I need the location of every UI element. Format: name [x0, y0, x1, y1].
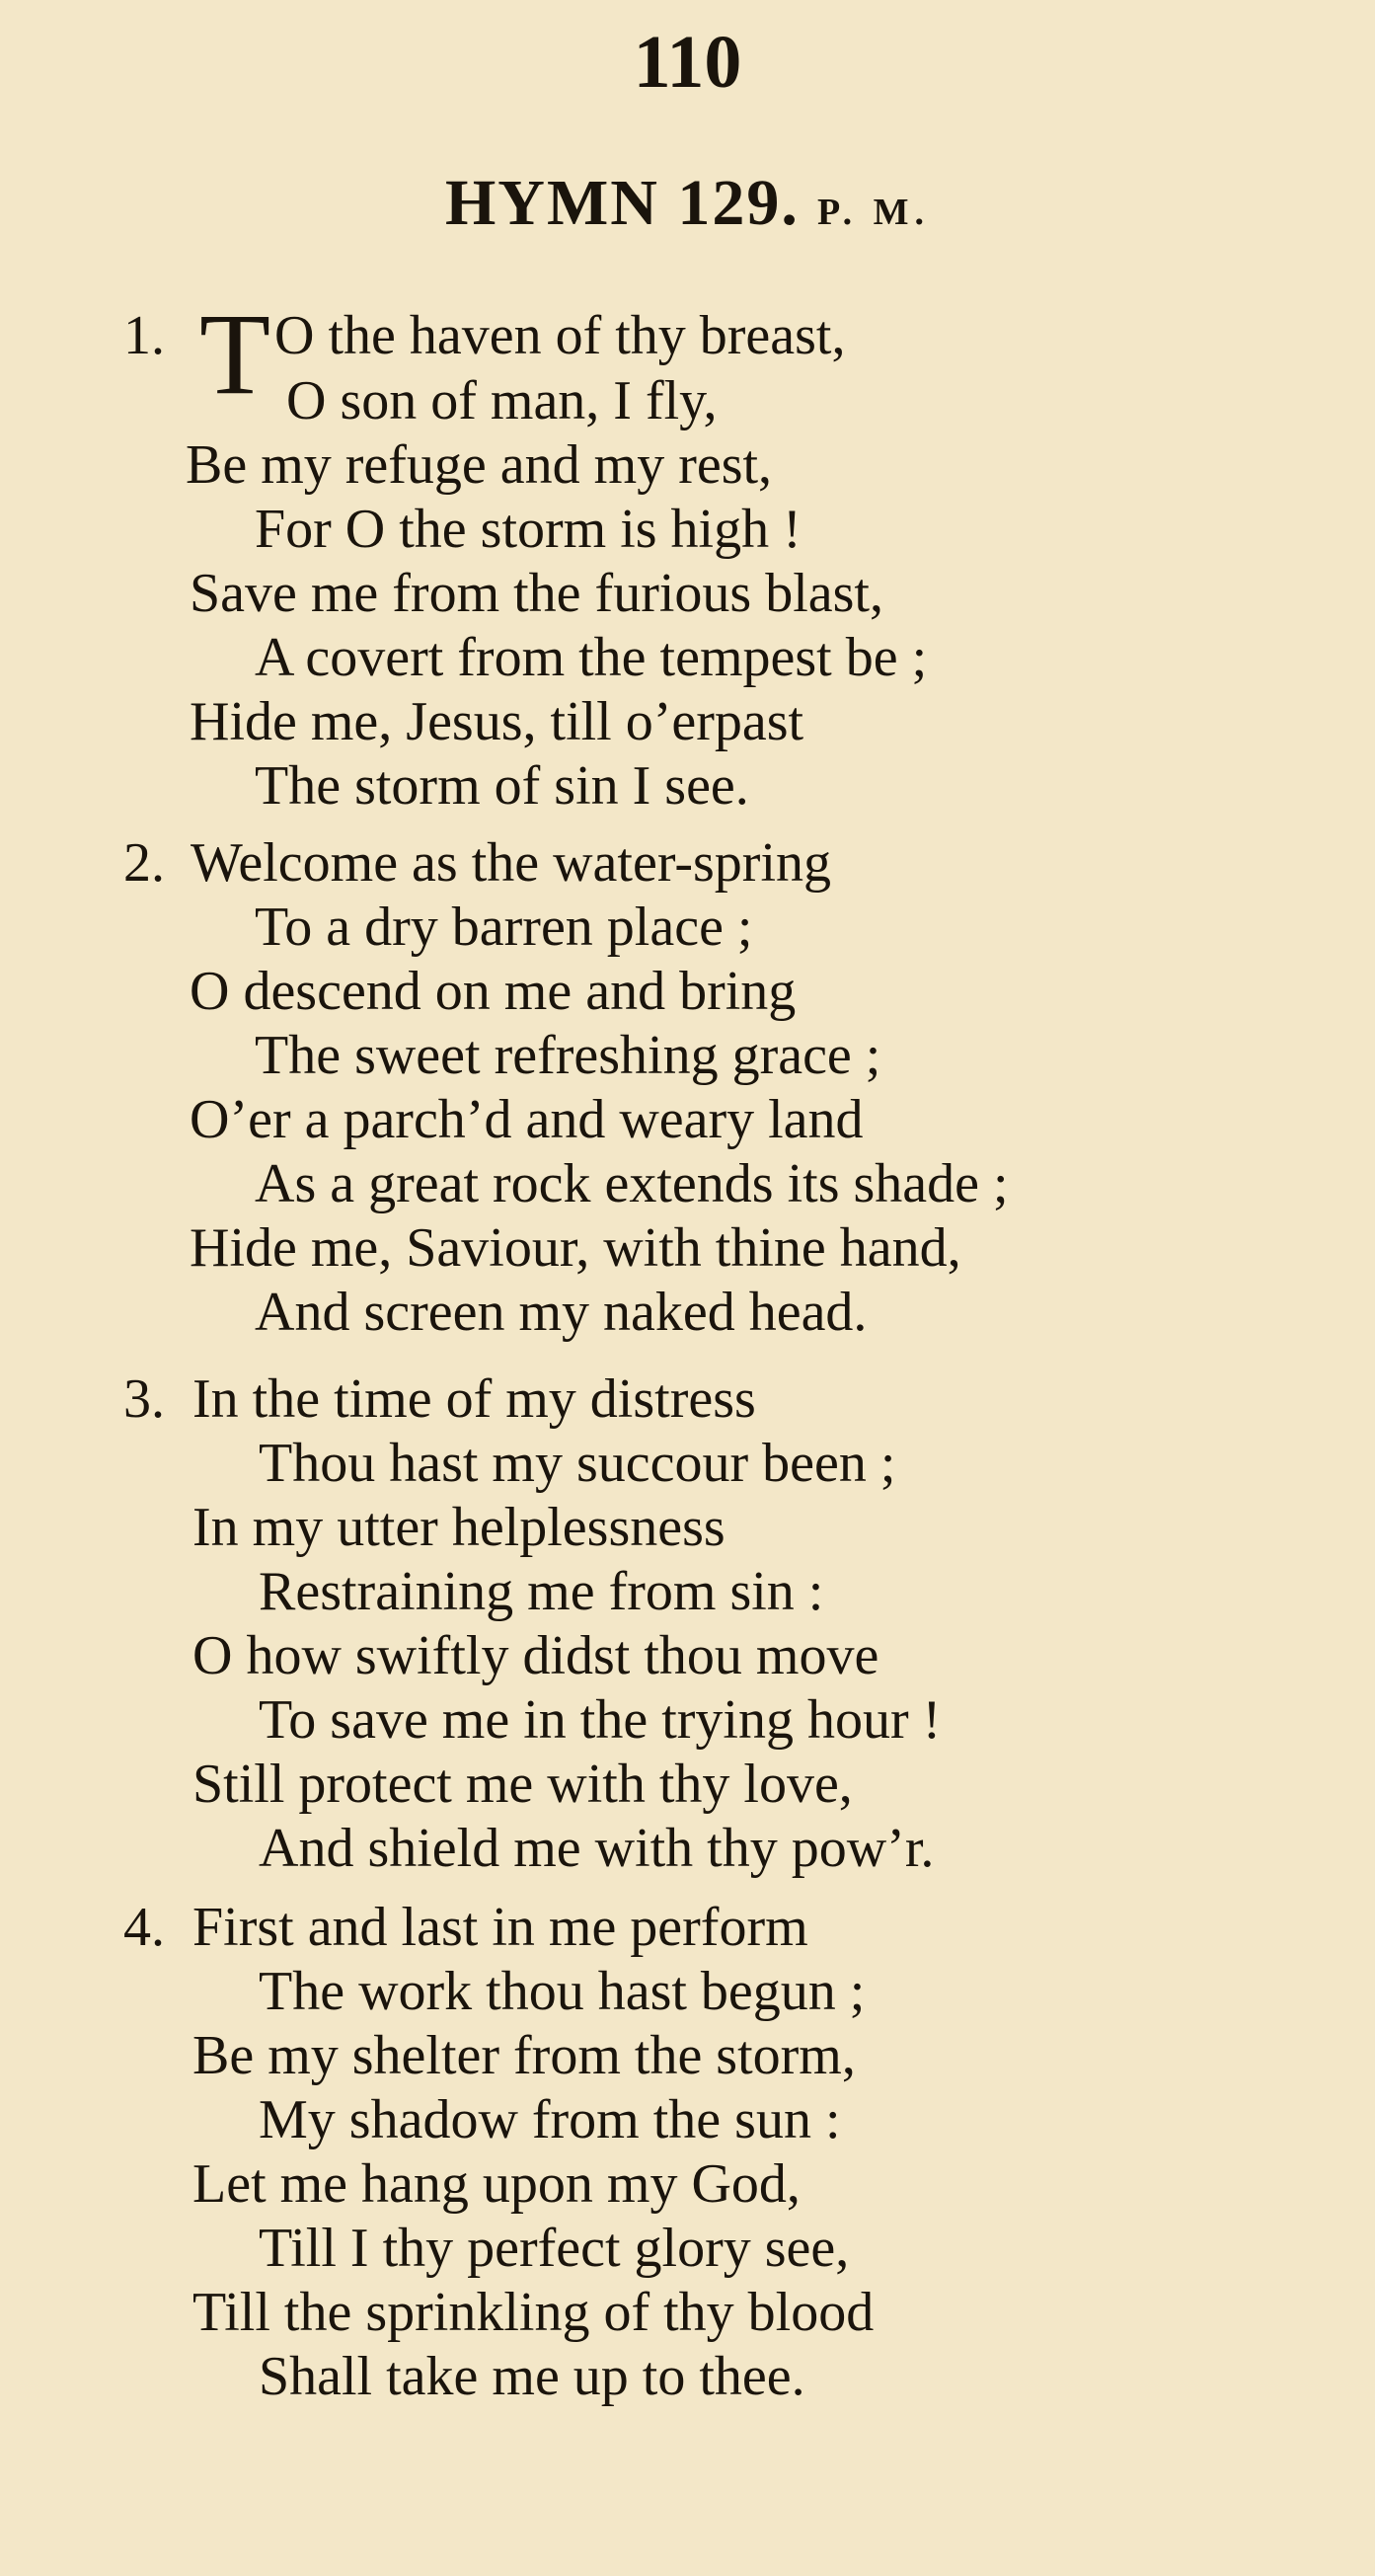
- verse-line: Till the sprinkling of thy blood: [192, 2282, 875, 2343]
- stanza-number: 2.: [123, 832, 165, 894]
- verse-line: My shadow from the sun :: [259, 2089, 841, 2150]
- verse-line: Be my refuge and my rest,: [186, 434, 773, 496]
- verse-line: First and last in me perform: [192, 1897, 808, 1958]
- verse-line: To a dry barren place ;: [255, 897, 753, 958]
- drop-cap: T: [199, 289, 271, 419]
- verse-line: The work thou hast begun ;: [259, 1961, 866, 2022]
- verse-line: O the haven of thy breast,: [274, 305, 846, 366]
- verse-line: O how swiftly didst thou move: [192, 1625, 879, 1686]
- verse-line: In the time of my distress: [192, 1368, 756, 1430]
- page-number: 110: [633, 21, 742, 104]
- verse-line: The storm of sin I see.: [255, 755, 749, 817]
- verse-line: For O the storm is high !: [255, 499, 802, 560]
- verse-line: To save me in the trying hour !: [259, 1689, 942, 1751]
- hymn-title: HYMN 129.: [444, 167, 800, 239]
- verse-line: Welcome as the water-spring: [191, 832, 832, 894]
- verse-line: Hide me, Saviour, with thine hand,: [190, 1217, 961, 1279]
- verse-line: Restraining me from sin :: [259, 1561, 824, 1622]
- verse-line: Thou hast my succour been ;: [259, 1433, 896, 1494]
- hymn-meter: P. M.: [816, 192, 931, 233]
- verse-line: As a great rock extends its shade ;: [255, 1153, 1009, 1214]
- verse-line: Still protect me with thy love,: [192, 1754, 853, 1815]
- verse-line: Hide me, Jesus, till o’erpast: [190, 691, 804, 752]
- verse-line: Shall take me up to thee.: [259, 2346, 805, 2407]
- verse-line: O descend on me and bring: [190, 961, 797, 1022]
- hymn-heading: [0, 166, 1375, 241]
- verse-line: Let me hang upon my God,: [192, 2153, 801, 2215]
- stanza-number: 3.: [123, 1368, 165, 1430]
- verse-line: The sweet refreshing grace ;: [255, 1025, 881, 1086]
- verse-line: Till I thy perfect glory see,: [259, 2218, 850, 2279]
- verse-line: And shield me with thy pow’r.: [259, 1818, 935, 1879]
- verse-line: O’er a parch’d and weary land: [190, 1089, 864, 1150]
- stanza-number: 4.: [123, 1897, 165, 1958]
- verse-line: In my utter helplessness: [192, 1497, 726, 1558]
- verse-line: Be my shelter from the storm,: [192, 2025, 856, 2086]
- verse-line: A covert from the tempest be ;: [255, 627, 928, 688]
- verse-line: Save me from the furious blast,: [190, 563, 883, 624]
- verse-line: O son of man, I fly,: [286, 370, 718, 431]
- verse-line: And screen my naked head.: [255, 1282, 868, 1343]
- stanza-number: 1.: [123, 305, 165, 366]
